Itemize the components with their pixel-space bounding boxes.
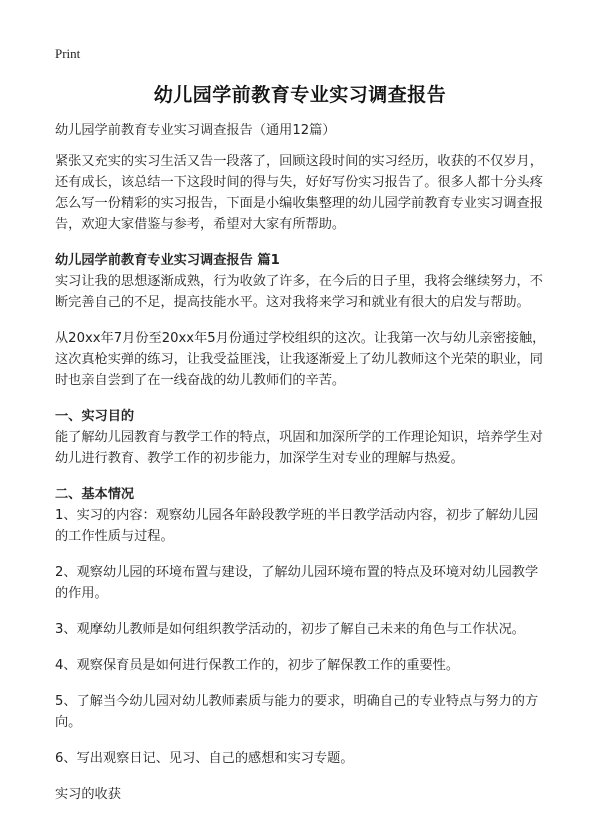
- list-item: 1、实习的内容：观察幼儿园各年龄段教学班的半日教学活动内容，初步了解幼儿园的工作性质与过程。: [55, 508, 539, 544]
- list-item: 3、观摩幼儿教师是如何组织教学活动的，初步了解自己未来的角色与工作状况。: [55, 622, 525, 637]
- section-heading-purpose: 一、实习目的: [55, 409, 135, 424]
- purpose-paragraph: 能了解幼儿园教育与教学工作的特点，巩固和加深所学的工作理论知识，培养学生对幼儿进行教育、教学工作的初步能力，加深学生对专业的理解与热爱。: [55, 430, 543, 466]
- document-body: [55, 120, 550, 805]
- part-heading: 幼儿园学前教育专业实习调查报告 篇1: [55, 253, 280, 268]
- list-item: 4、观察保育员是如何进行保教工作的，初步了解保教工作的重要性。: [55, 658, 460, 673]
- page-title: 幼儿园学前教育专业实习调查报告: [153, 84, 447, 106]
- list-item: 5、了解当今幼儿园对幼儿教师素质与能力的要求，明确自己的专业特点与努力的方向。: [55, 694, 539, 730]
- body-paragraph: 实习让我的思想逐渐成熟，行为收敛了许多，在今后的日子里，我将会继续努力，不断完善自己的不足，提高技能水平。这对我将来学习和就业有很大的启发与帮助。: [55, 274, 543, 310]
- document-subtitle: 幼儿园学前教育专业实习调查报告（通用12篇）: [55, 123, 336, 138]
- list-item: 6、写出观察日记、见习、自己的感想和实习专题。: [55, 751, 354, 766]
- body-paragraph: 从20xx年7月份至20xx年5月份通过学校组织的这次。让我第一次与幼儿亲密接触，这次真枪实弹的练习，让我受益匪浅，让我逐渐爱上了幼儿教师这个光荣的职业，同时也亲自尝到了在一线奋战的幼儿教师们的辛苦。: [55, 331, 546, 388]
- print-link[interactable]: Print: [55, 46, 81, 61]
- intro-paragraph: 紧张又充实的实习生活又告一段落了，回顾这段时间的实习经历，收获的不仅岁月，还有成长，该总结一下这段时间的得与失，好好写份实习报告了。很多人都十分头疼怎么写一份精彩的实习报告，下面是小编收集整理的幼儿园学前教育专业实习调查报告，欢迎大家借鉴与参考，希望对大家有所帮助。: [55, 154, 543, 232]
- list-item: 2、观察幼儿园的环境布置与建设，了解幼儿园环境布置的特点及环境对幼儿园教学的作用。: [55, 565, 539, 601]
- tail-text: 实习的收获: [55, 787, 121, 802]
- section-heading-basics: 二、基本情况: [55, 487, 135, 502]
